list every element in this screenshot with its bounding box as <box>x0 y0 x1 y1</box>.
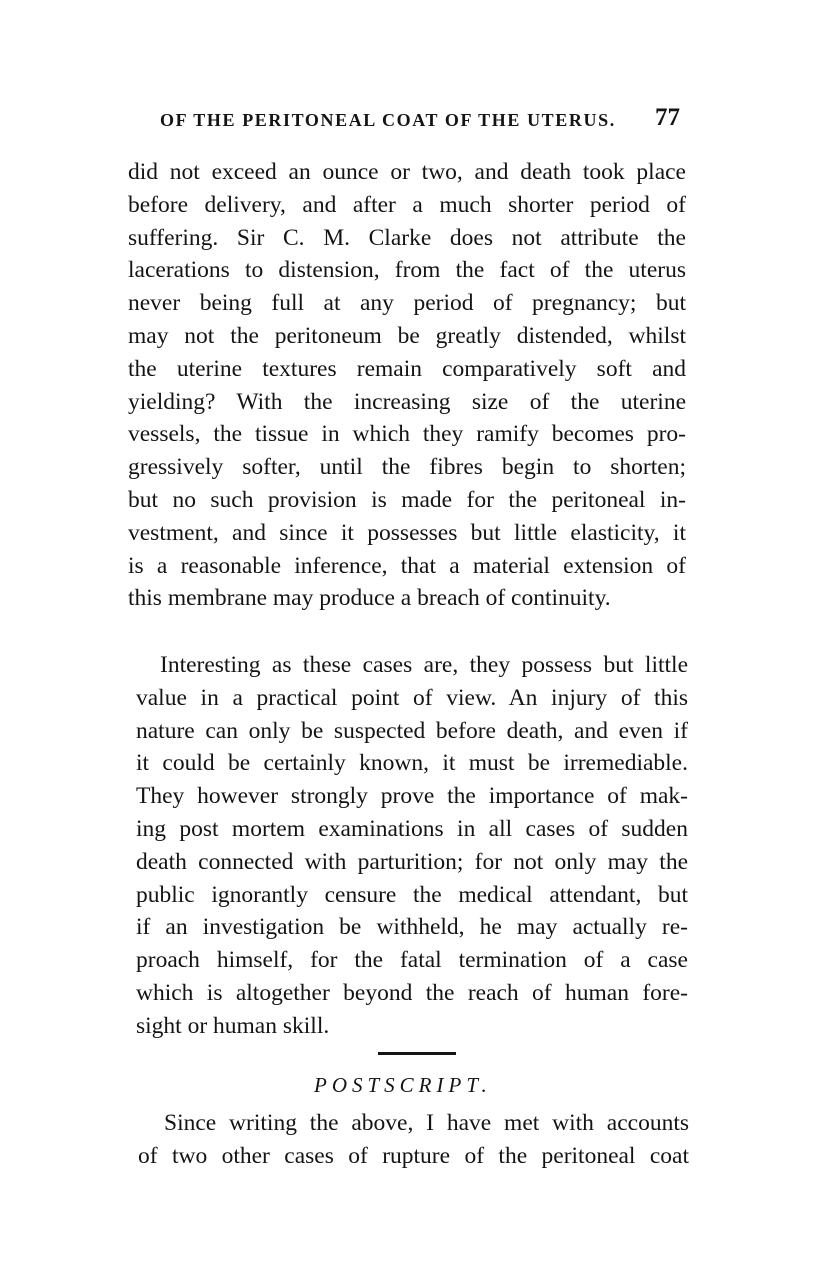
text-line: but no such provision is made for the peritoneal in- <box>128 486 686 513</box>
paragraph-2 <box>136 649 688 1043</box>
text-line: before delivery, and after a much shorter period of <box>128 191 686 218</box>
text-line: vestment, and since it possesses but little elasticity, it <box>128 519 686 546</box>
text-line: nature can only be suspected before death, and even if <box>136 717 688 744</box>
text-line: it could be certainly known, it must be irremediable. <box>136 750 688 777</box>
text-line: never being full at any period of pregnancy; but <box>128 290 686 317</box>
text-line: yielding? With the increasing size of the uterine <box>128 388 686 415</box>
text-line: proach himself, for the fatal termination of a case <box>136 947 688 974</box>
text-line: of two other cases of rupture of the peritoneal coat <box>138 1142 689 1169</box>
running-head <box>160 104 680 134</box>
text-line: gressively softer, until the fibres begin to shorten; <box>128 454 686 481</box>
text-line: may not the peritoneum be greatly distended, whilst <box>128 322 686 349</box>
text-line: Since writing the above, I have met with accounts <box>164 1110 689 1136</box>
paragraph-1 <box>128 156 686 615</box>
text-line: suffering. Sir C. M. Clarke does not attribute the <box>128 224 686 251</box>
text-line: death connected with parturition; for not only may the <box>136 848 688 875</box>
text-line: sight or human skill. <box>136 1012 330 1039</box>
text-line: ing post mortem examinations in all cases of sudden <box>136 815 688 842</box>
postscript-heading: POSTSCRIPT. <box>314 1073 492 1097</box>
page-number: 77 <box>655 104 680 131</box>
text-line: is a reasonable inference, that a material extension of <box>128 552 686 579</box>
text-line: Interesting as these cases are, they possess but little <box>160 652 688 678</box>
text-line: lacerations to distension, from the fact of the uterus <box>128 257 686 284</box>
text-line: if an investigation be withheld, he may actually re- <box>136 914 688 941</box>
text-line: public ignorantly censure the medical attendant, but <box>136 881 688 908</box>
running-title: OF THE PERITONEAL COAT OF THE UTERUS. <box>160 110 616 130</box>
text-line: value in a practical point of view. An injury of this <box>136 684 688 711</box>
text-line: did not exceed an ounce or two, and death took place <box>128 159 686 185</box>
text-line: this membrane may produce a breach of continuity. <box>128 585 611 612</box>
section-divider <box>378 1052 456 1055</box>
text-line: vessels, the tissue in which they ramify becomes pro- <box>128 421 686 448</box>
text-line: the uterine textures remain comparatively soft and <box>128 355 686 382</box>
text-line: They however strongly prove the importance of mak- <box>136 783 688 810</box>
text-line: which is altogether beyond the reach of human fore- <box>136 979 688 1006</box>
postscript-paragraph <box>138 1107 689 1173</box>
